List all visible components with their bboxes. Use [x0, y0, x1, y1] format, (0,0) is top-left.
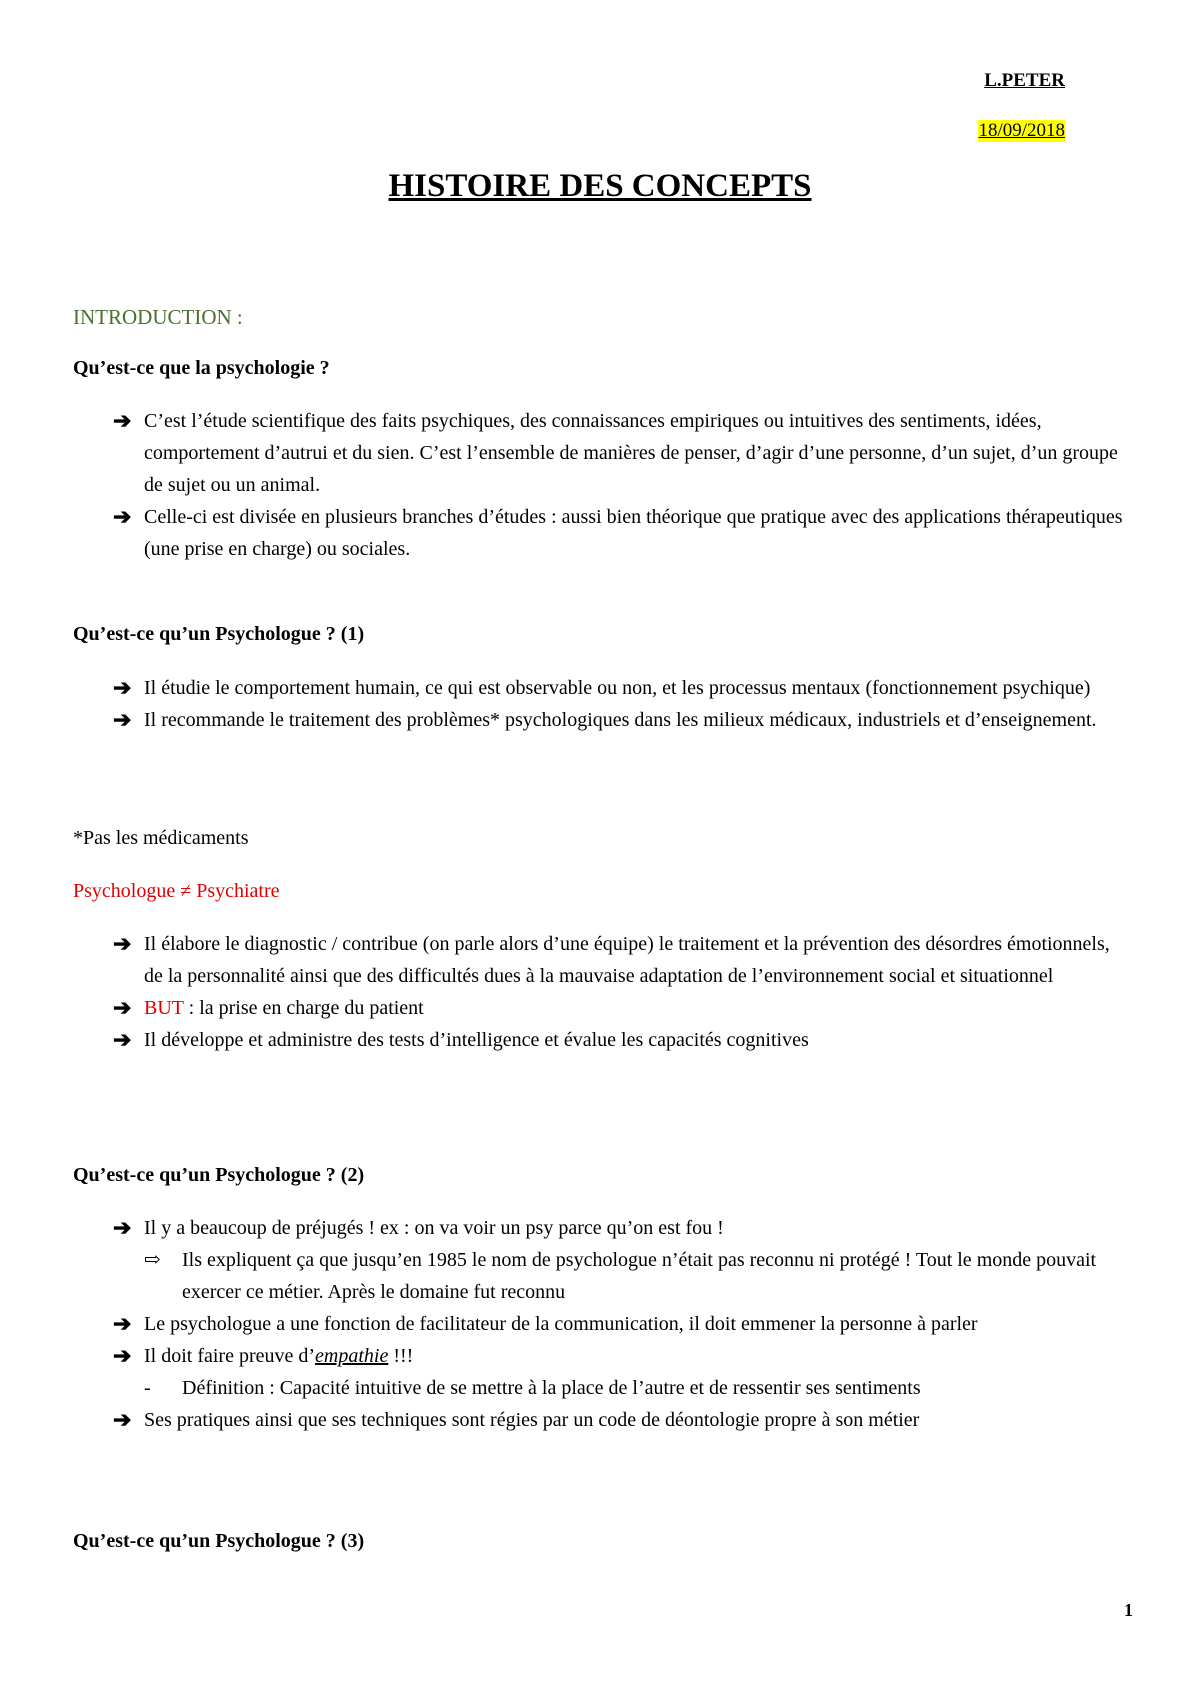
sub-list-item: ⇨ Ils expliquent ça que jusqu’en 1985 le nom de psychologue n’était pas reconnu ni protégé ! Tout le monde pouvait exercer ce métier. Après le domaine fut reconnu [144, 1244, 1123, 1308]
bullet-list-psychologue-2 [73, 1212, 1123, 1436]
list-item: ➔ Il recommande le traitement des problèmes* psychologiques dans les milieux médicaux, industriels et d’enseignement. [73, 704, 1123, 736]
document-title: HISTOIRE DES CONCEPTS [388, 168, 812, 204]
bullet-list-psychologue-roles [73, 928, 1123, 1056]
section-heading-psychologue-3: Qu’est-ce qu’un Psychologue ? (3) [73, 1530, 365, 1552]
arrow-right-icon: ➔ [113, 1311, 132, 1336]
list-item: ➔ BUT : la prise en charge du patient [73, 992, 1123, 1024]
arrow-right-icon: ➔ [113, 504, 132, 529]
arrow-right-icon: ➔ [113, 1027, 132, 1052]
arrow-right-icon: ➔ [113, 1215, 132, 1240]
list-item: ➔ Ses pratiques ainsi que ses techniques sont régies par un code de déontologie propre à son métier [73, 1404, 1123, 1436]
section-heading-psychologue-2: Qu’est-ce qu’un Psychologue ? (2) [73, 1164, 365, 1186]
arrow-right-icon: ➔ [113, 675, 132, 700]
bullet-list-psychologue-1 [73, 672, 1123, 736]
list-item: ➔ Il doit faire preuve d’empathie !!! - Définition : Capacité intuitive de se mettre à la place de l’autre et de ressentir ses sentiments [73, 1340, 1123, 1404]
list-item: ➔ Il développe et administre des tests d’intelligence et évalue les capacités cognitives [73, 1024, 1123, 1056]
list-item: ➔ Il élabore le diagnostic / contribue (on parle alors d’une équipe) le traitement et la prévention des désordres émotionnels, de la personnalité ainsi que des difficultés dues à la mauvaise adaptation de l’environnement social et situationnel [73, 928, 1123, 992]
dash-marker: - [144, 1377, 151, 1399]
introduction-heading: INTRODUCTION : [73, 305, 243, 329]
arrow-right-icon: ➔ [113, 1343, 132, 1368]
bullet-list-psychologie [73, 405, 1123, 565]
but-label: BUT [144, 997, 184, 1019]
arrow-right-icon: ➔ [113, 707, 132, 732]
arrow-right-icon: ➔ [113, 1407, 132, 1432]
list-item: ➔ Il y a beaucoup de préjugés ! ex : on va voir un psy parce qu’on est fou ! ⇨ Ils expliquent ça que jusqu’en 1985 le nom de psychologue n’était pas reconnu ni protégé ! Tout le monde pouvait exercer ce métier. Après le domaine fut reconnu [73, 1212, 1123, 1308]
definition-item: - Définition : Capacité intuitive de se mettre à la place de l’autre et de ressentir ses sentiments [144, 1372, 1123, 1404]
document-date: 18/09/2018 [978, 120, 1065, 141]
arrow-right-icon: ➔ [113, 995, 132, 1020]
empathie-emphasis: empathie [315, 1345, 389, 1367]
section-heading-psychologie: Qu’est-ce que la psychologie ? [73, 357, 330, 379]
page-number: 1 [1124, 1600, 1133, 1620]
list-item: ➔ Le psychologue a une fonction de facilitateur de la communication, il doit emmener la personne à parler [73, 1308, 1123, 1340]
outline-arrow-icon: ⇨ [144, 1249, 161, 1271]
arrow-right-icon: ➔ [113, 931, 132, 956]
author-name: L.PETER [984, 70, 1065, 91]
section-heading-psychologue-1: Qu’est-ce qu’un Psychologue ? (1) [73, 623, 365, 645]
footnote: *Pas les médicaments [73, 827, 249, 849]
psychologue-vs-psychiatre-heading: Psychologue ≠ Psychiatre [73, 880, 280, 902]
arrow-right-icon: ➔ [113, 408, 132, 433]
list-item: ➔ Celle-ci est divisée en plusieurs branches d’études : aussi bien théorique que pratique avec des applications thérapeutiques (une prise en charge) ou sociales. [73, 501, 1123, 565]
list-item: ➔ C’est l’étude scientifique des faits psychiques, des connaissances empiriques ou intuitives des sentiments, idées, comportement d’autrui et du sien. C’est l’ensemble de manières de penser, d’agir d’une personne, d’un sujet, d’un groupe de sujet ou un animal. [73, 405, 1123, 501]
list-item: ➔ Il étudie le comportement humain, ce qui est observable ou non, et les processus mentaux (fonctionnement psychique) [73, 672, 1123, 704]
